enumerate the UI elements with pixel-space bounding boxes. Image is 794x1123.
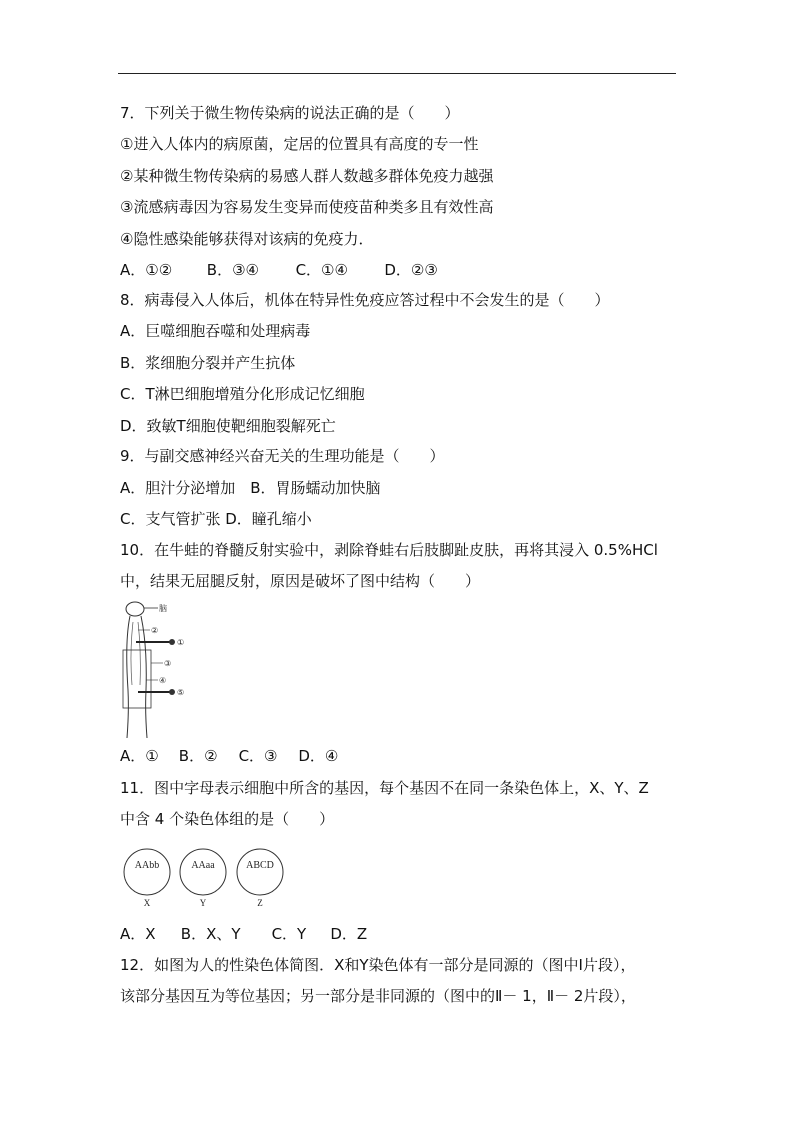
q7-item-1: ①进入人体内的病原菌，定居的位置具有高度的专一性	[120, 135, 479, 153]
q11-option-a: A．X	[120, 925, 156, 943]
q9-stem: 9．与副交感神经兴奋无关的生理功能是（ ）	[120, 447, 445, 465]
q10-option-b: B．②	[178, 747, 218, 765]
q11-option-d: D．Z	[330, 925, 368, 943]
q7-option-c: C．①④	[295, 261, 348, 279]
q10-option-a: A．①	[120, 747, 159, 765]
label-brain: 脑	[159, 604, 167, 613]
label-4: ④	[159, 676, 167, 685]
q7-options	[120, 260, 438, 280]
cell-x-genes: AAbb	[134, 860, 160, 871]
q8-option-d: D．致敏T细胞使靶细胞裂解死亡	[120, 417, 336, 435]
q11-stem-line1: 11．图中字母表示细胞中所含的基因，每个基因不在同一条染色体上，X、Y、Z	[120, 779, 649, 797]
cells-figure	[118, 846, 294, 910]
cell-z-genes: ABCD	[246, 860, 274, 871]
q10-option-d: D．④	[298, 747, 339, 765]
q8-stem: 8．病毒侵入人体后，机体在特异性免疫应答过程中不会发生的是（ ）	[120, 291, 610, 309]
q10-options	[120, 746, 338, 766]
q7-stem: 7．下列关于微生物传染病的说法正确的是（ ）	[120, 104, 460, 122]
cell-z-label: Z	[257, 898, 263, 908]
label-3: ③	[164, 659, 172, 668]
q7-item-3: ③流感病毒因为容易发生变异而使疫苗种类多且有效性高	[120, 198, 494, 216]
q9-options-row1: A．胆汁分泌增加 B．胃肠蠕动加快脑	[120, 479, 381, 497]
q8-option-b: B．浆细胞分裂并产生抗体	[120, 354, 296, 372]
q7-option-a: A．①②	[120, 261, 173, 279]
q12-stem-line2: 该部分基因互为等位基因；另一部分是非同源的（图中的Ⅱ－ 1，Ⅱ－ 2片段），	[120, 987, 636, 1005]
cell-x-label: X	[143, 898, 151, 908]
q11-stem-line2: 中含 4 个染色体组的是（ ）	[120, 810, 335, 828]
q11-option-c: C．Y	[271, 925, 307, 943]
q10-option-c: C．③	[238, 747, 278, 765]
label-2: ②	[151, 626, 159, 635]
q7-option-b: B．③④	[206, 261, 259, 279]
q10-stem-line1: 10．在牛蛙的脊髓反射实验中，剥除脊蛙右后肢脚趾皮肤，再将其浸入 0.5%HCl	[120, 541, 658, 559]
q10-stem-line2: 中，结果无屈腿反射，原因是破坏了图中结构（ ）	[120, 572, 481, 590]
q12-stem-line1: 12．如图为人的性染色体简图．X和Y染色体有一部分是同源的（图中Ⅰ片段），	[120, 956, 636, 974]
cell-y-genes: AAaa	[191, 860, 215, 871]
q7-option-d: D．②③	[384, 261, 438, 279]
q8-option-c: C．T淋巴细胞增殖分化形成记忆细胞	[120, 385, 365, 403]
q7-item-4: ④隐性感染能够获得对该病的免疫力．	[120, 230, 374, 248]
q11-options	[120, 924, 367, 944]
cell-y-label: Y	[199, 898, 207, 908]
label-1: ①	[177, 638, 185, 647]
q7-item-2: ②某种微生物传染病的易感人群人数越多群体免疫力越强	[120, 167, 494, 185]
q9-options-row2: C．支气管扩张 D．瞳孔缩小	[120, 510, 312, 528]
header-rule	[118, 73, 676, 74]
spinal-reflex-figure	[116, 600, 196, 740]
q8-option-a: A．巨噬细胞吞噬和处理病毒	[120, 322, 311, 340]
label-5: ⑤	[177, 688, 185, 697]
q11-option-b: B．X、Y	[180, 925, 241, 943]
